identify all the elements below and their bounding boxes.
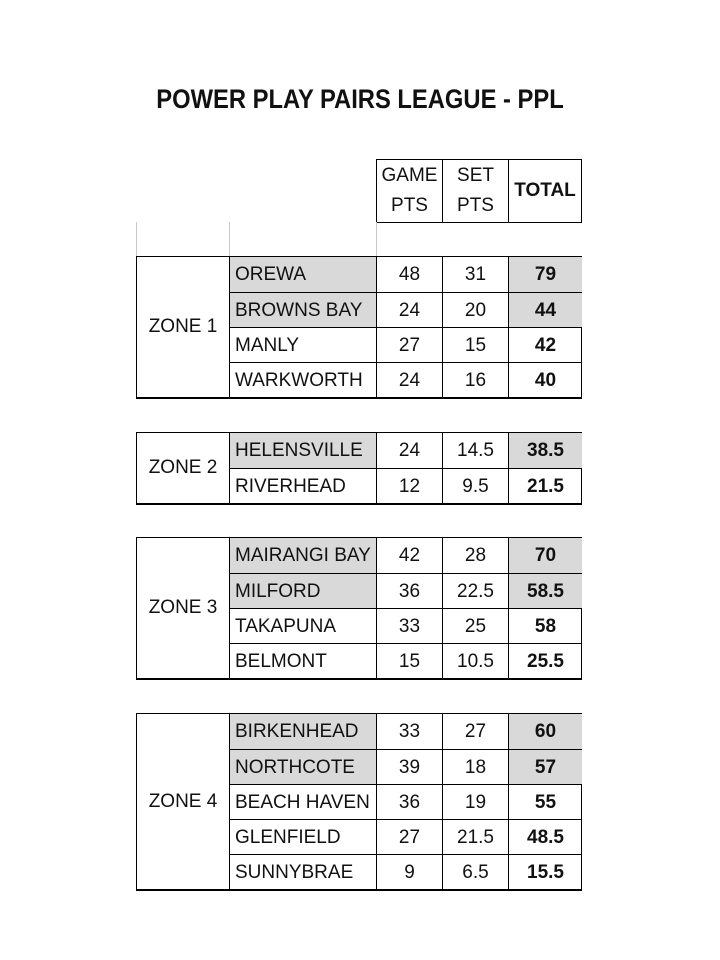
table-row [230, 292, 582, 328]
team-name-cell: MILFORD [230, 574, 377, 609]
zone-label: ZONE 3 [137, 538, 230, 678]
team-name-cell: MANLY [230, 328, 377, 363]
team-name-cell: BIRKENHEAD [230, 714, 377, 749]
set-pts-cell: 14.5 [443, 433, 509, 468]
set-pts-cell: 18 [443, 750, 509, 785]
team-name-cell: WARKWORTH [230, 363, 377, 398]
total-pts-cell: 58 [534, 615, 557, 637]
game-pts-cell: 15 [377, 644, 443, 679]
game-pts-cell: 36 [377, 785, 443, 820]
total-pts-cell: 40 [534, 369, 557, 391]
game-pts-cell: 48 [377, 257, 443, 292]
team-name-cell: SUNNYBRAE [230, 855, 377, 890]
gridline [136, 222, 137, 256]
game-pts-cell: 36 [377, 574, 443, 609]
set-pts-cell: 20 [443, 293, 509, 328]
table-row [230, 714, 582, 749]
team-name-cell: MAIRANGI BAY [230, 538, 377, 573]
game-pts-cell: 24 [377, 363, 443, 398]
table-row [230, 257, 582, 292]
table-row [230, 643, 582, 679]
zone-2-group [136, 432, 582, 505]
team-name-cell: HELENSVILLE [230, 433, 377, 468]
total-pts-cell: 79 [509, 257, 582, 292]
total-pts-cell: 25.5 [527, 650, 564, 672]
table-row [230, 433, 582, 468]
game-pts-cell: 27 [377, 820, 443, 855]
table-row [230, 784, 582, 820]
total-pts-cell: 58.5 [509, 574, 582, 609]
total-pts-cell: 60 [509, 714, 582, 749]
set-pts-header-line2: PTS [457, 195, 494, 216]
table-row [230, 749, 582, 785]
team-name-cell: TAKAPUNA [230, 609, 377, 644]
set-pts-cell: 28 [443, 538, 509, 573]
team-name-cell: OREWA [230, 257, 377, 292]
zone-label: ZONE 4 [137, 714, 230, 889]
set-pts-cell: 9.5 [443, 469, 509, 504]
game-pts-cell: 12 [377, 469, 443, 504]
gridline [376, 222, 377, 256]
total-header-label: TOTAL [514, 180, 576, 201]
set-pts-cell: 15 [443, 328, 509, 363]
table-row [230, 854, 582, 890]
column-header-row [376, 159, 582, 223]
game-pts-cell: 24 [377, 293, 443, 328]
table-row [230, 819, 582, 855]
game-pts-header-line2: PTS [391, 195, 428, 216]
game-pts-cell: 39 [377, 750, 443, 785]
zone-4-group [136, 713, 582, 891]
game-pts-cell: 27 [377, 328, 443, 363]
total-pts-cell: 42 [534, 334, 557, 356]
set-pts-cell: 27 [443, 714, 509, 749]
zone-label: ZONE 2 [137, 433, 230, 503]
team-name-cell: BROWNS BAY [230, 293, 377, 328]
total-pts-cell: 38.5 [509, 433, 582, 468]
total-pts-cell: 15.5 [527, 861, 564, 883]
set-pts-cell: 6.5 [443, 855, 509, 890]
total-pts-cell: 57 [509, 750, 582, 785]
game-pts-cell: 24 [377, 433, 443, 468]
set-pts-cell: 16 [443, 363, 509, 398]
page-title: POWER PLAY PAIRS LEAGUE - PPL [156, 84, 564, 114]
team-name-cell: BELMONT [230, 644, 377, 679]
set-pts-cell: 19 [443, 785, 509, 820]
gridline [229, 222, 230, 256]
team-name-cell: GLENFIELD [230, 820, 377, 855]
zone-3-group [136, 537, 582, 680]
total-header [509, 160, 582, 222]
game-pts-cell: 33 [377, 714, 443, 749]
game-pts-header [377, 160, 443, 222]
set-pts-header-line1: SET [457, 165, 494, 186]
team-name-cell: NORTHCOTE [230, 750, 377, 785]
table-row [230, 468, 582, 504]
table-row [230, 608, 582, 644]
game-pts-cell: 33 [377, 609, 443, 644]
zone-1-group [136, 256, 582, 399]
team-name-cell: BEACH HAVEN [230, 785, 377, 820]
total-pts-cell: 48.5 [527, 826, 564, 848]
total-pts-cell: 70 [509, 538, 582, 573]
set-pts-cell: 21.5 [443, 820, 509, 855]
game-pts-cell: 42 [377, 538, 443, 573]
team-name-cell: RIVERHEAD [230, 469, 377, 504]
total-pts-cell: 21.5 [527, 475, 564, 497]
game-pts-header-line1: GAME [381, 165, 438, 186]
game-pts-cell: 9 [377, 855, 443, 890]
table-row [230, 362, 582, 398]
set-pts-cell: 10.5 [443, 644, 509, 679]
total-pts-cell: 55 [534, 791, 557, 813]
set-pts-cell: 31 [443, 257, 509, 292]
set-pts-header [443, 160, 509, 222]
table-row [230, 327, 582, 363]
total-pts-cell: 44 [509, 293, 582, 328]
table-row [230, 538, 582, 573]
table-row [230, 573, 582, 609]
set-pts-cell: 25 [443, 609, 509, 644]
zone-label: ZONE 1 [137, 257, 230, 397]
set-pts-cell: 22.5 [443, 574, 509, 609]
